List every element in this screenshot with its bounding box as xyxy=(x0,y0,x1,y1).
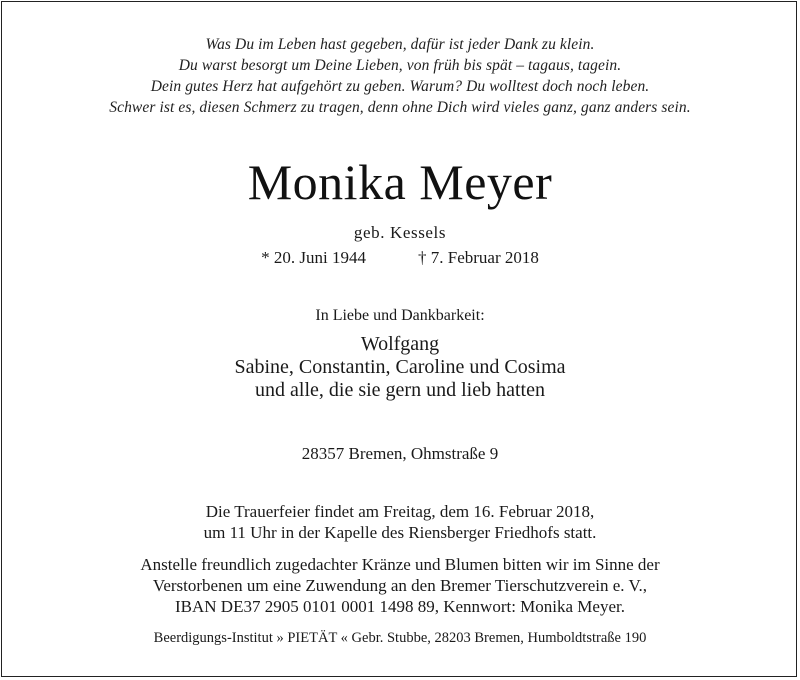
mourner-line: und alle, die sie gern und lieb hatten xyxy=(255,379,545,401)
donation-line: IBAN DE37 2905 0101 0001 1498 89, Kennwort: Monika Meyer. xyxy=(175,597,625,616)
donation-line: Anstelle freundlich zugedachter Kränze und Blumen bitten wir im Sinne der xyxy=(140,555,660,574)
mourners-intro: In Liebe und Dankbarkeit: xyxy=(315,307,485,324)
funeral-service-info xyxy=(0,501,800,543)
service-line: Die Trauerfeier findet am Freitag, dem 16. Februar 2018, xyxy=(205,502,595,521)
poem-line: Was Du im Leben hast gegeben, dafür ist jeder Dank zu klein. xyxy=(205,36,595,53)
mourner-line: Sabine, Constantin, Caroline und Cosima xyxy=(234,356,566,378)
donation-line: Verstorbenen um eine Zuwendung an den Bremer Tierschutzverein e. V., xyxy=(152,576,648,595)
poem-line: Schwer ist es, diesen Schmerz zu tragen, denn ohne Dich wird vieles ganz, ganz anders sein. xyxy=(109,99,691,116)
poem-line: Dein gutes Herz hat aufgehört zu geben. Warum? Du wolltest doch noch leben. xyxy=(150,78,650,95)
service-line: um 11 Uhr in der Kapelle des Riensberger Friedhofs statt. xyxy=(203,523,597,542)
memorial-poem xyxy=(0,34,800,118)
funeral-home-footer: Beerdigungs-Institut » PIETÄT « Gebr. Stubbe, 28203 Bremen, Humboldtstraße 190 xyxy=(153,630,647,646)
life-dates xyxy=(0,247,800,269)
deceased-name: Monika Meyer xyxy=(247,154,553,210)
family-address: 28357 Bremen, Ohmstraße 9 xyxy=(301,444,499,463)
donation-request xyxy=(0,554,800,617)
poem-line: Du warst besorgt um Deine Lieben, von früh bis spät – tagaus, tagein. xyxy=(178,57,622,74)
maiden-name: geb. Kessels xyxy=(353,223,447,242)
mourner-line: Wolfgang xyxy=(360,333,440,355)
birth-date: * 20. Juni 1944 xyxy=(261,248,366,267)
death-date: † 7. Februar 2018 xyxy=(417,248,539,267)
mourners-list xyxy=(0,333,800,402)
